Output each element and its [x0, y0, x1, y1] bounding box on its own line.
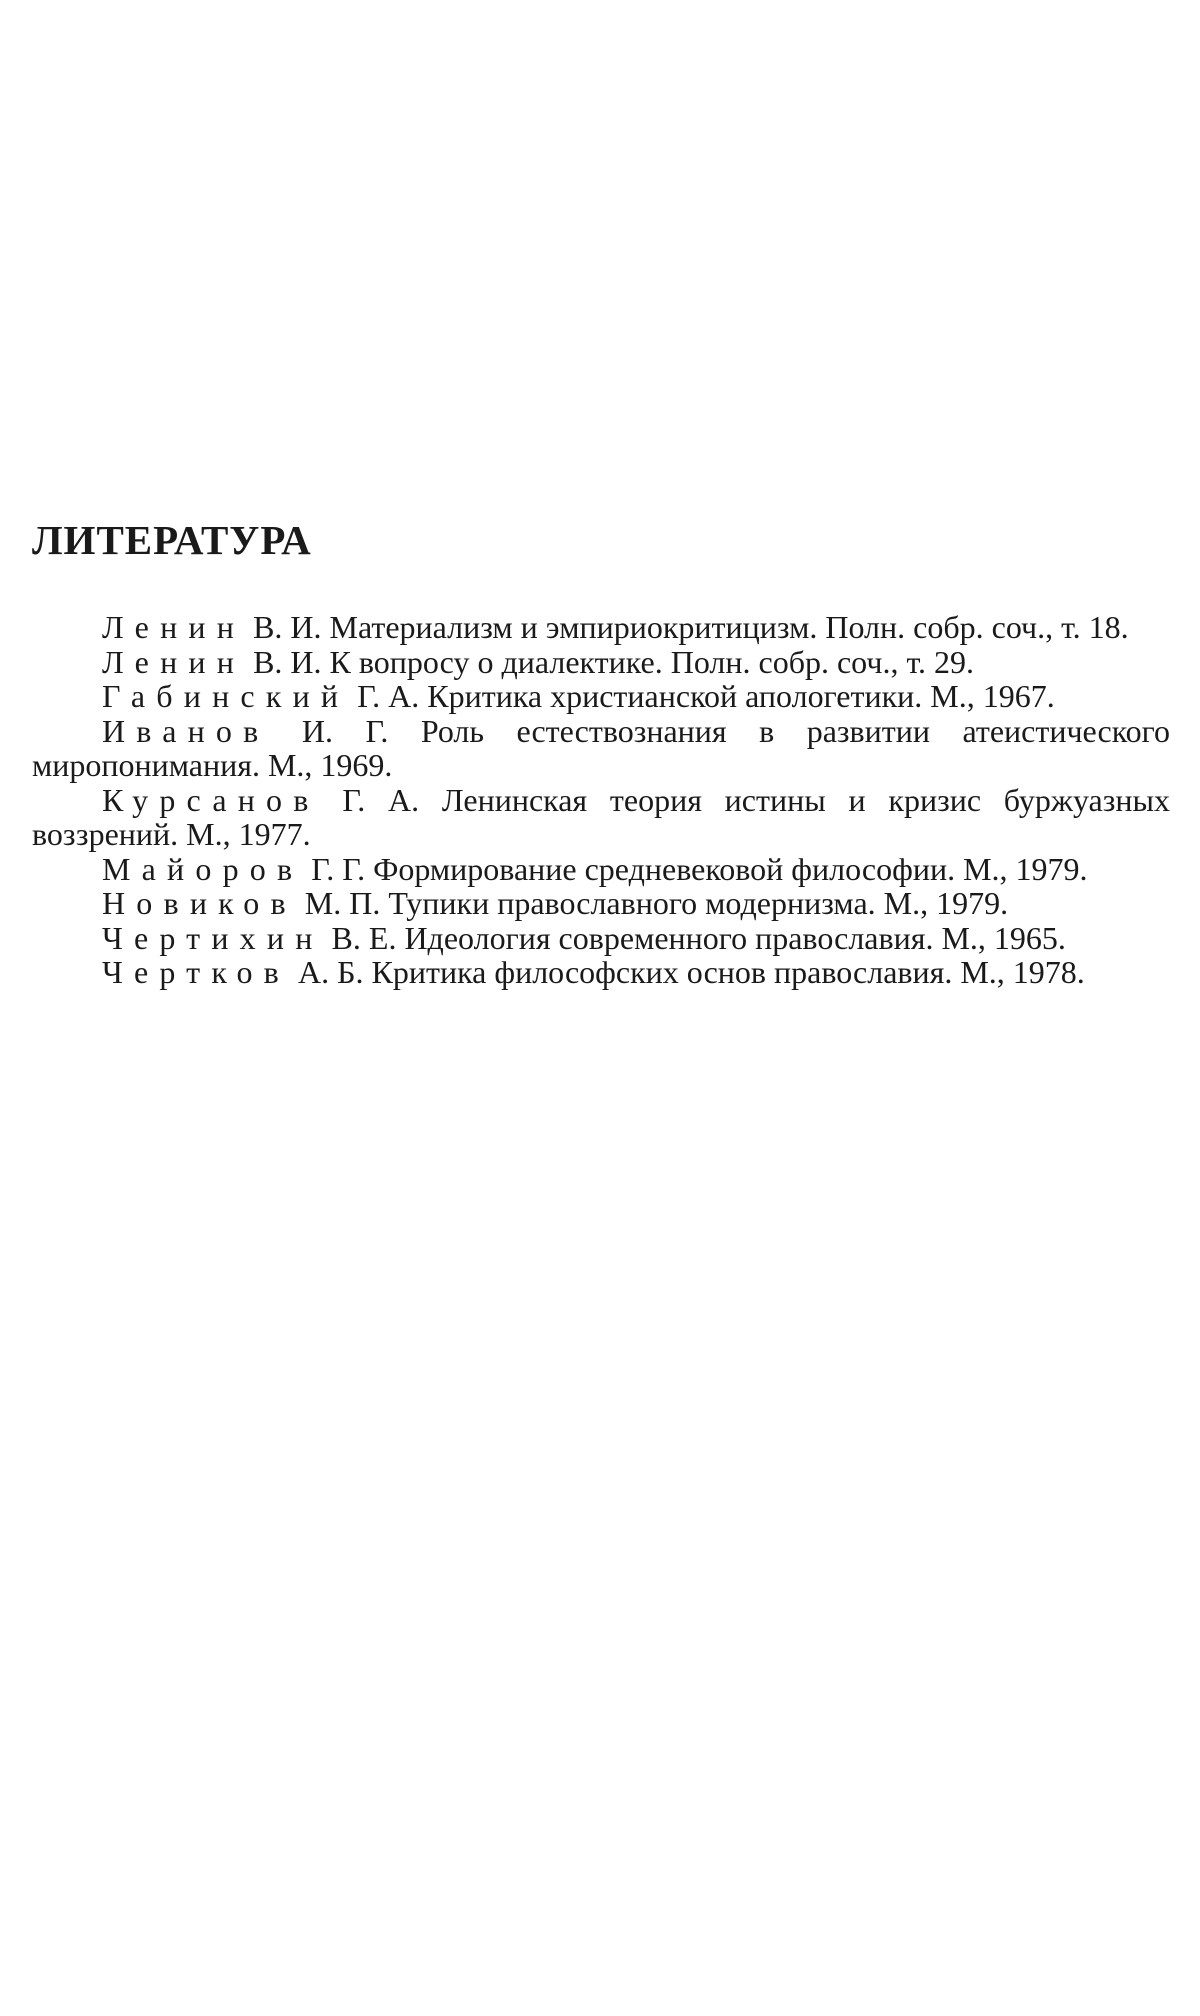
reference-author: Ленин — [102, 643, 246, 680]
reference-item — [32, 714, 1170, 783]
reference-item — [32, 886, 1170, 921]
reference-item — [32, 645, 1170, 680]
reference-author: Чертихин — [102, 919, 324, 956]
reference-initials: Г. А. — [357, 678, 420, 714]
reference-initials: М. П. — [304, 885, 381, 921]
reference-item — [32, 610, 1170, 645]
reference-initials: А. Б. — [298, 954, 364, 990]
reference-initials: Г. Г. — [311, 850, 366, 887]
reference-text: Критика философских основ православия. М., 1978. — [371, 954, 1085, 990]
reference-text: Роль естествознания в развитии атеистического миропонимания. М., 1969. — [32, 712, 1171, 783]
reference-author: Ленин — [102, 609, 246, 645]
reference-author: Габинский — [102, 678, 350, 714]
reference-text: Формирование средневековой философии. М., 1979. — [373, 850, 1088, 887]
reference-initials: В. И. — [253, 609, 322, 645]
reference-author: Курсанов — [102, 781, 320, 818]
reference-initials: И. Г. — [301, 712, 389, 749]
reference-item — [32, 955, 1170, 990]
reference-text: К вопросу о диалектике. Полн. собр. соч., т. 29. — [329, 643, 975, 680]
reference-text: Критика христианской апологетики. М., 1967. — [427, 678, 1055, 714]
reference-item — [32, 679, 1170, 714]
reference-text: Материализм и эмпириокритицизм. Полн. собр. соч., т. 18. — [329, 609, 1129, 645]
reference-initials: В. И. — [253, 643, 322, 680]
reference-text: Ленинская теория истины и кризис буржуазных воззрений. М., 1977. — [32, 781, 1171, 852]
reference-text: Идеология современного православия. М., 1965. — [404, 919, 1066, 956]
reference-text: Тупики православного модернизма. М., 1979. — [388, 885, 1009, 921]
reference-item — [32, 921, 1170, 956]
reference-author: Майоров — [102, 850, 304, 887]
reference-author: Новиков — [102, 885, 297, 921]
reference-initials: Г. А. — [342, 781, 420, 818]
reference-list — [32, 610, 1170, 990]
reference-author: Чертков — [102, 954, 290, 990]
reference-author: Иванов — [102, 712, 270, 749]
reference-initials: В. Е. — [331, 919, 397, 956]
reference-item — [32, 783, 1170, 852]
reference-item — [32, 852, 1170, 887]
page-title: ЛИТЕРАТУРА — [32, 517, 312, 563]
